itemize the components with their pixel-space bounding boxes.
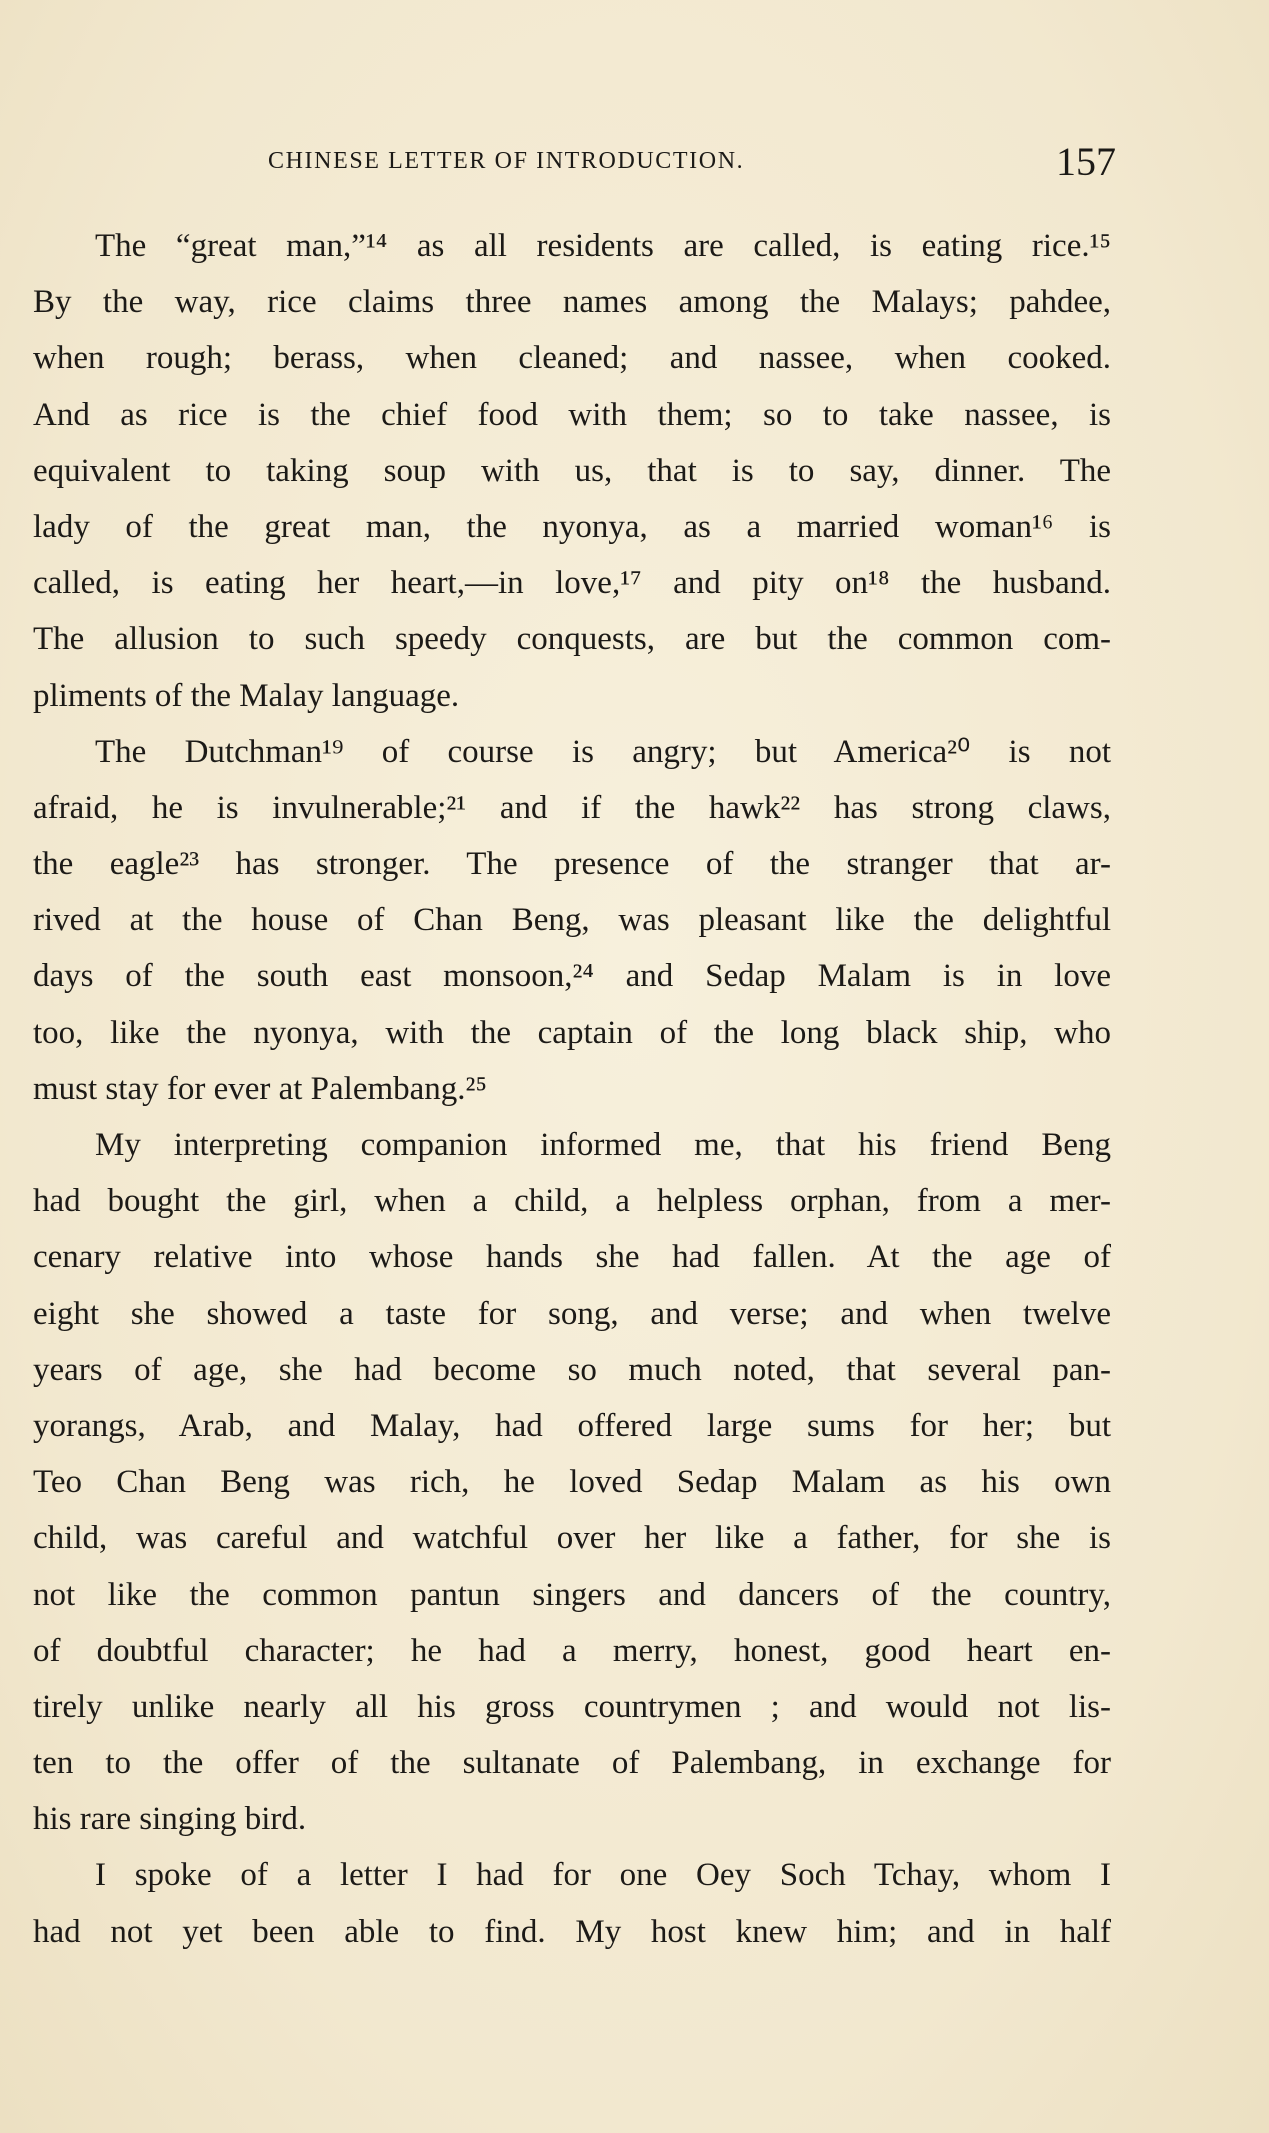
text-line: his rare singing bird. — [33, 1801, 307, 1838]
text-line: lady of the great man, the nyonya, as a married woman¹⁶ is — [33, 508, 1111, 545]
text-line: eight she showed a taste for song, and verse; and when twelve — [33, 1295, 1111, 1332]
text-line: pliments of the Malay language. — [33, 677, 460, 714]
text-line: I spoke of a letter I had for one Oey Soch Tchay, whom I — [95, 1857, 1111, 1894]
running-head: CHINESE LETTER OF INTRODUCTION. — [268, 148, 745, 174]
text-line: rived at the house of Chan Beng, was pleasant like the delightful — [33, 902, 1111, 939]
text-line: By the way, rice claims three names among the Malays; pahdee, — [33, 284, 1111, 321]
body-text — [33, 218, 1111, 1960]
text-line: days of the south east monsoon,²⁴ and Sedap Malam is in love — [33, 958, 1111, 995]
text-line: called, is eating her heart,—in love,¹⁷ and pity on¹⁸ the husband. — [33, 565, 1111, 602]
text-line: not like the common pantun singers and dancers of the country, — [33, 1576, 1111, 1613]
text-line: had not yet been able to find. My host knew him; and in half — [33, 1913, 1111, 1950]
text-line: had bought the girl, when a child, a helpless orphan, from a mer- — [33, 1183, 1111, 1220]
text-line: And as rice is the chief food with them; so to take nassee, is — [33, 396, 1111, 433]
text-line: My interpreting companion informed me, that his friend Beng — [95, 1127, 1111, 1163]
text-line: cenary relative into whose hands she had fallen. At the age of — [33, 1239, 1111, 1276]
text-line: when rough; berass, when cleaned; and nassee, when cooked. — [33, 340, 1111, 377]
text-line: the eagle²³ has stronger. The presence of the stranger that ar- — [33, 846, 1111, 883]
text-line: equivalent to taking soup with us, that is to say, dinner. The — [33, 452, 1111, 489]
text-line: Teo Chan Beng was rich, he loved Sedap Malam as his own — [33, 1464, 1111, 1501]
page-number: 157 — [1056, 139, 1116, 184]
text-line: years of age, she had become so much noted, that several pan- — [33, 1351, 1111, 1388]
text-line: The allusion to such speedy conquests, are but the common com- — [33, 621, 1111, 658]
text-line: yorangs, Arab, and Malay, had offered large sums for her; but — [33, 1407, 1111, 1444]
text-line: of doubtful character; he had a merry, honest, good heart en- — [33, 1632, 1111, 1669]
text-line: must stay for ever at Palembang.²⁵ — [33, 1070, 487, 1107]
text-line: too, like the nyonya, with the captain of the long black ship, who — [33, 1014, 1111, 1051]
text-line: ten to the offer of the sultanate of Palembang, in exchange for — [33, 1745, 1111, 1782]
text-line: afraid, he is invulnerable;²¹ and if the hawk²² has strong claws, — [33, 789, 1111, 826]
text-line: The “great man,”¹⁴ as all residents are called, is eating rice.¹⁵ — [95, 228, 1111, 264]
text-line: The Dutchman¹⁹ of course is angry; but America²⁰ is not — [95, 733, 1111, 770]
text-line: tirely unlike nearly all his gross countrymen ; and would not lis- — [33, 1688, 1111, 1725]
text-line: child, was careful and watchful over her like a father, for she is — [33, 1520, 1111, 1557]
page-header — [268, 138, 1116, 186]
